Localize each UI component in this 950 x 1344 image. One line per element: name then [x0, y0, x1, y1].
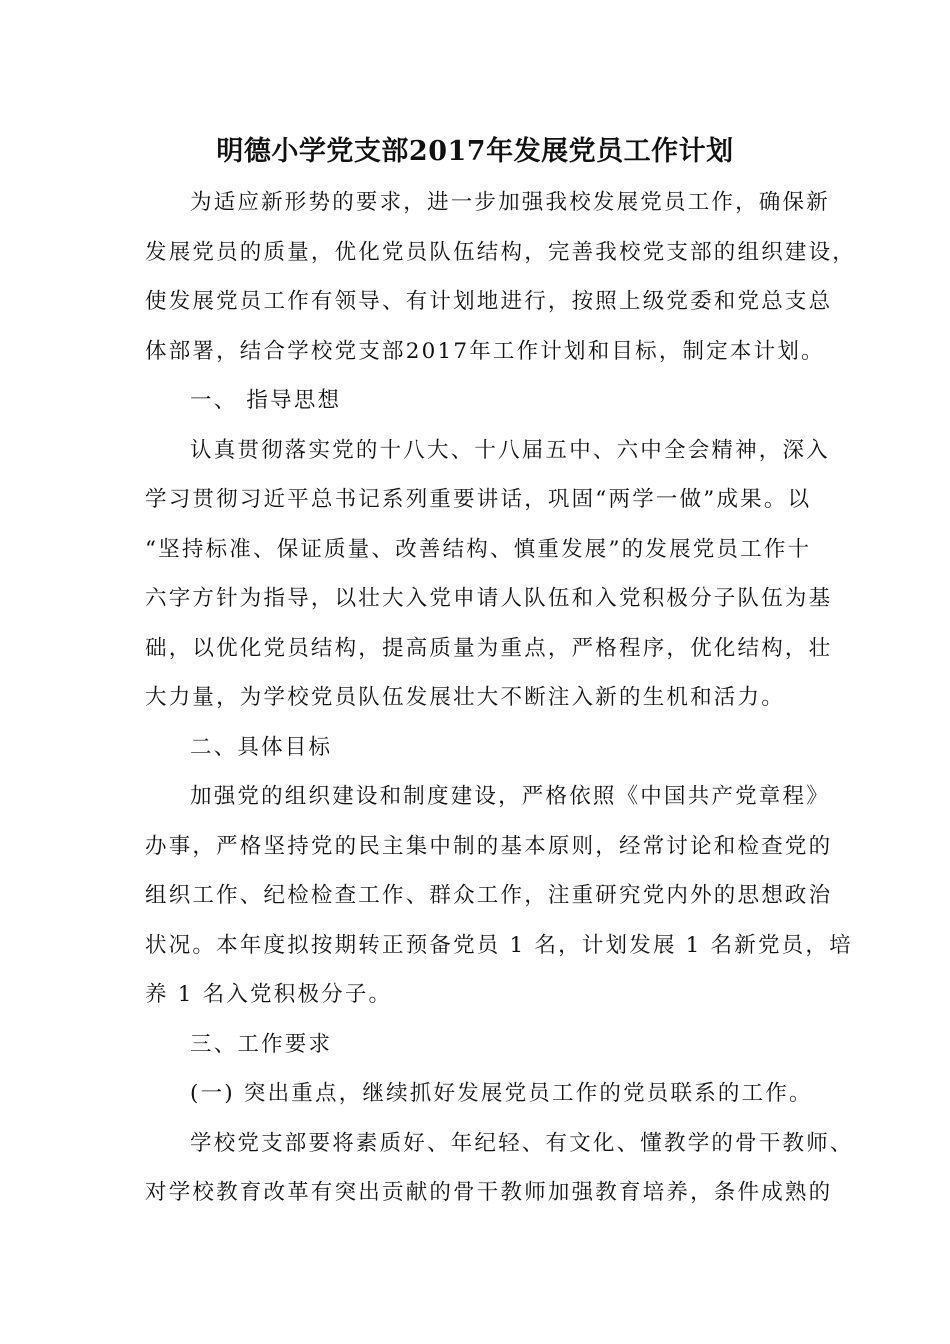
paragraph-line: 认真贯彻落实党的十八大、十八届五中、六中全会精神，深入: [190, 437, 830, 463]
paragraph-line: 为适应新形势的要求，进一步加强我校发展党员工作，确保新: [190, 190, 830, 215]
paragraph-line: 养 1 名入党积极分子。: [145, 982, 393, 1007]
paragraph-line: 组织工作、纪检检查工作、群众工作，注重研究党内外的思想政治: [145, 883, 833, 908]
paragraph-line: 学校党支部要将素质好、年纪轻、有文化、懂教学的骨干教师、: [190, 1130, 854, 1156]
paragraph-line: 学习贯彻习近平总书记系列重要讲话，巩固“两学一做”成果。以: [145, 487, 812, 512]
paragraph-line: “坚持标准、保证质量、改善结构、慎重发展”的发展党员工作十: [145, 536, 812, 562]
paragraph-line: 对学校教育改革有突出贡献的骨干教师加强教育培养，条件成熟的: [145, 1180, 833, 1205]
paragraph-line: 发展党员的质量，优化党员队伍结构，完善我校党支部的组织建设，: [145, 239, 857, 265]
paragraph-line: 加强党的组织建设和制度建设，严格依照《中国共产党章程》: [190, 784, 830, 809]
paragraph-line: 础，以优化党员结构，提高质量为重点，严格程序，优化结构，壮: [145, 635, 833, 661]
section-heading: 二、具体目标: [190, 734, 333, 760]
document-title: 明德小学党支部2017年发展党员工作计划: [216, 136, 734, 167]
section-heading: 三、工作要求: [190, 1031, 333, 1057]
document-body: [145, 178, 857, 1218]
subsection-heading: (一) 突出重点，继续抓好发展党员工作的党员联系的工作。: [190, 1081, 813, 1106]
paragraph-line: 体部署，结合学校党支部2017年工作计划和目标，制定本计划。: [145, 338, 825, 364]
paragraph-line: 六字方针为指导，以壮大入党申请人队伍和入党积极分子队伍为基: [145, 586, 833, 611]
paragraph-line: 状况。本年度拟按期转正预备党员 1 名，计划发展 1 名新党员，培: [145, 932, 853, 958]
paragraph-line: 办事，严格坚持党的民主集中制的基本原则，经常讨论和检查党的: [145, 833, 833, 859]
paragraph-line: 使发展党员工作有领导、有计划地进行，按照上级党委和党总支总: [145, 289, 833, 314]
section-heading: 一、 指导思想: [190, 388, 342, 413]
paragraph-line: 大力量，为学校党员队伍发展壮大不断注入新的生机和活力。: [145, 685, 785, 710]
